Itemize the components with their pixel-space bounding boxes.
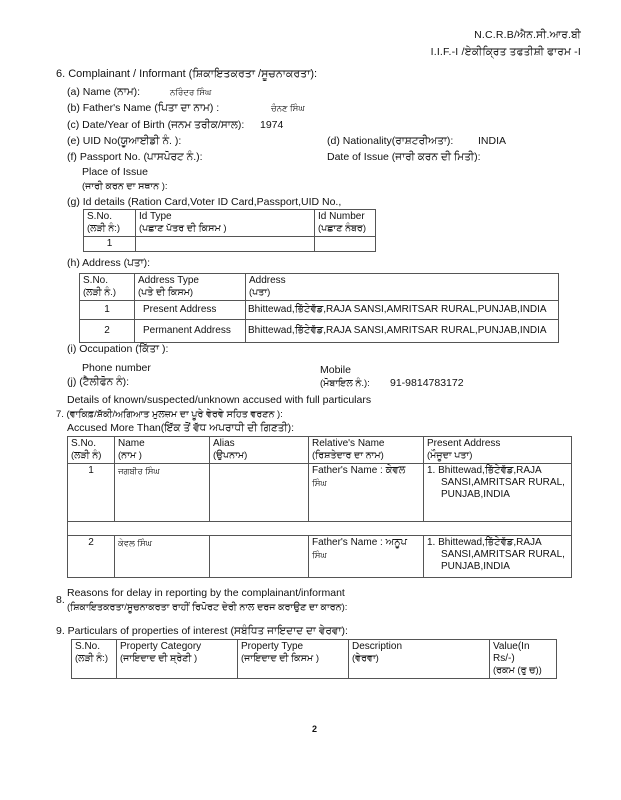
mobile-label-pa: (ਮੋਬਾਇਲ ਨੰ.): xyxy=(320,378,370,389)
section-8-title: Reasons for delay in reporting by the complainant/informant xyxy=(67,587,345,599)
cell-empty xyxy=(315,237,376,252)
table-gap xyxy=(68,522,572,536)
th-category: Property Category xyxy=(120,641,202,652)
gap-cell xyxy=(115,522,210,536)
gap-cell xyxy=(309,522,424,536)
mobile-value: 91-9814783172 xyxy=(390,377,464,389)
th-value: Value(In Rs/-) xyxy=(493,641,530,664)
id-col-number xyxy=(315,210,376,237)
address-label: (h) Address (ਪਤਾ): xyxy=(67,257,151,269)
relative-line: Father's Name : ਅਨੂਪ xyxy=(312,537,407,548)
uid-label: (e) UID No(ਯੂਆਈਡੀ ਨੰ. ): xyxy=(67,135,182,147)
cell-relative xyxy=(309,536,424,578)
phone-label: Phone number xyxy=(82,362,151,374)
prop-col-type xyxy=(238,640,349,679)
th-idnum-pa: (ਪਛਾਣ ਨੰਬਰ) xyxy=(318,223,366,234)
table-row xyxy=(68,536,572,578)
address-line: SANSI,AMRITSAR RURAL, xyxy=(441,549,565,560)
cell-addrtype: Present Address xyxy=(135,301,246,320)
th-sno-pa: (ਲੜੀ ਨੰ) xyxy=(71,450,102,461)
th-sno: S.No. xyxy=(83,275,109,286)
th-value-pa: (ਰਕਮ (ਰੁ ਚ)) xyxy=(493,665,542,676)
form-title: I.I.F.-I /ਏਕੀਕ੍ਰਿਤ ਤਫਤੀਸ਼ੀ ਫਾਰਮ -I xyxy=(430,46,581,58)
cell-alias xyxy=(210,464,309,522)
address-line: 1. Bhittewad,ਭਿੱਟੇਵੱਡ,RAJA xyxy=(427,537,542,548)
acc-col-name xyxy=(115,437,210,464)
table-row xyxy=(84,237,376,252)
address-line: PUNJAB,INDIA xyxy=(441,561,510,572)
dob-label: (c) Date/Year of Birth (ਜਨਮ ਤਰੀਕ/ਸਾਲ): xyxy=(67,119,245,131)
cell-name: ਕੇਵਲ ਸਿੰਘ xyxy=(115,536,210,578)
occupation-label: (i) Occupation (ਕਿੱਤਾ ): xyxy=(67,343,169,355)
passport-label: (f) Passport No. (ਪਾਸਪੋਰਟ ਨੰ.): xyxy=(67,151,203,163)
th-sno: S.No. xyxy=(71,438,97,449)
address-table xyxy=(79,273,559,343)
cell-address: Bhittewad,ਭਿੱਟੇਵੱਡ,RAJA SANSI,AMRITSAR RURAL,PUNJAB,INDIA xyxy=(246,301,559,320)
address-line: 1. Bhittewad,ਭਿੱਟੇਵੱਡ,RAJA xyxy=(427,465,542,476)
th-sno: S.No. xyxy=(75,641,101,652)
address-line: PUNJAB,INDIA xyxy=(441,489,510,500)
relative-line: ਸਿੰਘ xyxy=(312,478,327,488)
cell-sno: 2 xyxy=(80,320,135,343)
th-addrtype-pa: (ਪਤੇ ਦੀ ਕਿਸਮ) xyxy=(138,287,194,298)
cell-relative xyxy=(309,464,424,522)
issue-date-label: Date of Issue (ਜਾਰੀ ਕਰਨ ਦੀ ਮਿਤੀ): xyxy=(327,151,481,163)
relative-line: ਸਿੰਘ xyxy=(312,550,327,560)
section-8-title-pa: (ਸ਼ਿਕਾਇਤਕਰਤਾ/ਸੂਚਨਾਕਰਤਾ ਰਾਹੀਂ ਰਿਪੋਰਟ ਦੇਰੀ ਨਾਲ ਦਰਜ ਕਰਾਉਣ ਦਾ ਕਾਰਨ): xyxy=(67,602,348,613)
cell-sno: 2 xyxy=(68,536,115,578)
acc-col-alias xyxy=(210,437,309,464)
th-alias: Alias xyxy=(213,438,235,449)
th-description-pa: (ਵੇਰਵਾ) xyxy=(352,653,379,664)
addr-col-type xyxy=(135,274,246,301)
id-col-sno xyxy=(84,210,136,237)
father-value: ਚੰਨਣ ਸਿੰਘ xyxy=(271,103,305,113)
gap-cell xyxy=(424,522,572,536)
th-sno-pa: (ਲੜੀ ਨੰ:) xyxy=(87,223,121,234)
th-address-pa: (ਪਤਾ) xyxy=(249,287,271,298)
th-name-pa: (ਨਾਮ ) xyxy=(118,450,142,461)
place-label: Place of Issue xyxy=(82,166,148,178)
id-col-type xyxy=(136,210,315,237)
th-sno-pa: (ਲੜੀ ਨੰ.) xyxy=(83,287,117,298)
name-label: (a) Name (ਨਾਮ): xyxy=(67,86,141,98)
mobile-label: Mobile xyxy=(320,364,351,376)
accused-more-than: Accused More Than(ਇੱਕ ਤੋਂ ਵੱਧ ਅਪਰਾਧੀ ਦੀ ਗਿਣਤੀ): xyxy=(67,422,295,434)
section-9-title: 9. Particulars of properties of interest (ਸਬੰਧਿਤ ਜਾਇਦਾਦ ਦਾ ਵੇਰਵਾ): xyxy=(56,625,348,637)
name-value: ਨਰਿੰਦਰ ਸਿੰਘ xyxy=(170,87,212,97)
section-7-title-pa: 7. (ਵਾਕਿਫ਼/ਸ਼ੱਕੀ/ਅਗਿਆਤ ਮੁਲਜ਼ਮ ਦਾ ਪੂਰੇ ਵੇਰਵੇ ਸਹਿਤ ਵਰਣਨ ): xyxy=(56,409,283,420)
th-description: Description xyxy=(352,641,403,652)
section-7-title: Details of known/suspected/unknown accused with full particulars xyxy=(67,394,372,406)
property-table xyxy=(71,639,557,679)
acc-col-relative xyxy=(309,437,424,464)
th-idtype-pa: (ਪਛਾਣ ਪੱਤਰ ਦੀ ਕਿਸਮ ) xyxy=(139,223,227,234)
th-name: Name xyxy=(118,438,145,449)
table-row xyxy=(80,320,559,343)
th-present-address: Present Address xyxy=(427,438,501,449)
nationality-label: (d) Nationality(ਰਾਸ਼ਟਰੀਅਤਾ): xyxy=(327,135,454,147)
prop-col-value xyxy=(490,640,557,679)
cell-alias xyxy=(210,536,309,578)
phone-label-pa: (j) (ਟੈਲੀਫੋਨ ਨੰ): xyxy=(67,376,130,388)
cell-address: Bhittewad,ਭਿੱਟੇਵੱਡ,RAJA SANSI,AMRITSAR RURAL,PUNJAB,INDIA xyxy=(246,320,559,343)
th-sno: S.No. xyxy=(87,211,113,222)
gap-cell xyxy=(210,522,309,536)
th-addrtype: Address Type xyxy=(138,275,199,286)
th-relative-pa: (ਰਿਸ਼ਤੇਦਾਰ ਦਾ ਨਾਮ) xyxy=(312,450,384,461)
th-relative: Relative's Name xyxy=(312,438,385,449)
table-row xyxy=(68,464,572,522)
cell-empty xyxy=(136,237,315,252)
accused-table xyxy=(67,436,572,578)
cell-address xyxy=(424,536,572,578)
addr-col-sno xyxy=(80,274,135,301)
th-proptype: Property Type xyxy=(241,641,304,652)
th-present-address-pa: (ਮੌਜੂਦਾ ਪਤਾ) xyxy=(427,450,473,461)
father-label: (b) Father's Name (ਪਿਤਾ ਦਾ ਨਾਮ) : xyxy=(67,102,220,114)
cell-name: ਜਗਬੀਰ ਸਿੰਘ xyxy=(115,464,210,522)
acc-col-sno xyxy=(68,437,115,464)
section-8-number: 8. xyxy=(56,594,65,606)
cell-sno: 1 xyxy=(80,301,135,320)
acc-col-address xyxy=(424,437,572,464)
relative-line: Father's Name : ਕੇਵਲ xyxy=(312,465,406,476)
gap-cell xyxy=(68,522,115,536)
place-label-pa: (ਜਾਰੀ ਕਰਨ ਦਾ ਸਥਾਨ ): xyxy=(82,181,168,192)
prop-col-sno xyxy=(72,640,117,679)
prop-col-category xyxy=(117,640,238,679)
th-idnum: Id Number xyxy=(318,211,365,222)
th-address: Address xyxy=(249,275,286,286)
th-sno-pa: (ਲੜੀ ਨੰ:) xyxy=(75,653,109,664)
cell-sno: 1 xyxy=(84,237,136,252)
addr-col-address xyxy=(246,274,559,301)
id-table xyxy=(83,209,376,252)
id-details-label: (g) Id details (Ration Card,Voter ID Card,Passport,UID No., xyxy=(67,196,342,208)
nationality-value: INDIA xyxy=(478,135,507,147)
address-line: SANSI,AMRITSAR RURAL, xyxy=(441,477,565,488)
form-code: N.C.R.B/ਐਨ.ਸੀ.ਆਰ.ਬੀ xyxy=(474,29,581,41)
cell-address xyxy=(424,464,572,522)
dob-value: 1974 xyxy=(260,119,284,131)
page-number: 2 xyxy=(312,724,318,734)
th-category-pa: (ਜਾਇਦਾਦ ਦੀ ਸ਼੍ਰੇਣੀ ) xyxy=(120,653,198,664)
th-idtype: Id Type xyxy=(139,211,172,222)
prop-col-description xyxy=(349,640,490,679)
section-6-title: 6. Complainant / Informant (ਸ਼ਿਕਾਇਤਕਰਤਾ /ਸੂਚਨਾਕਰਤਾ): xyxy=(56,68,318,80)
table-row xyxy=(80,301,559,320)
th-proptype-pa: (ਜਾਇਦਾਦ ਦੀ ਕਿਸਮ ) xyxy=(241,653,319,664)
cell-sno: 1 xyxy=(68,464,115,522)
th-alias-pa: (ਉਪਨਾਮ) xyxy=(213,450,248,461)
cell-addrtype: Permanent Address xyxy=(135,320,246,343)
